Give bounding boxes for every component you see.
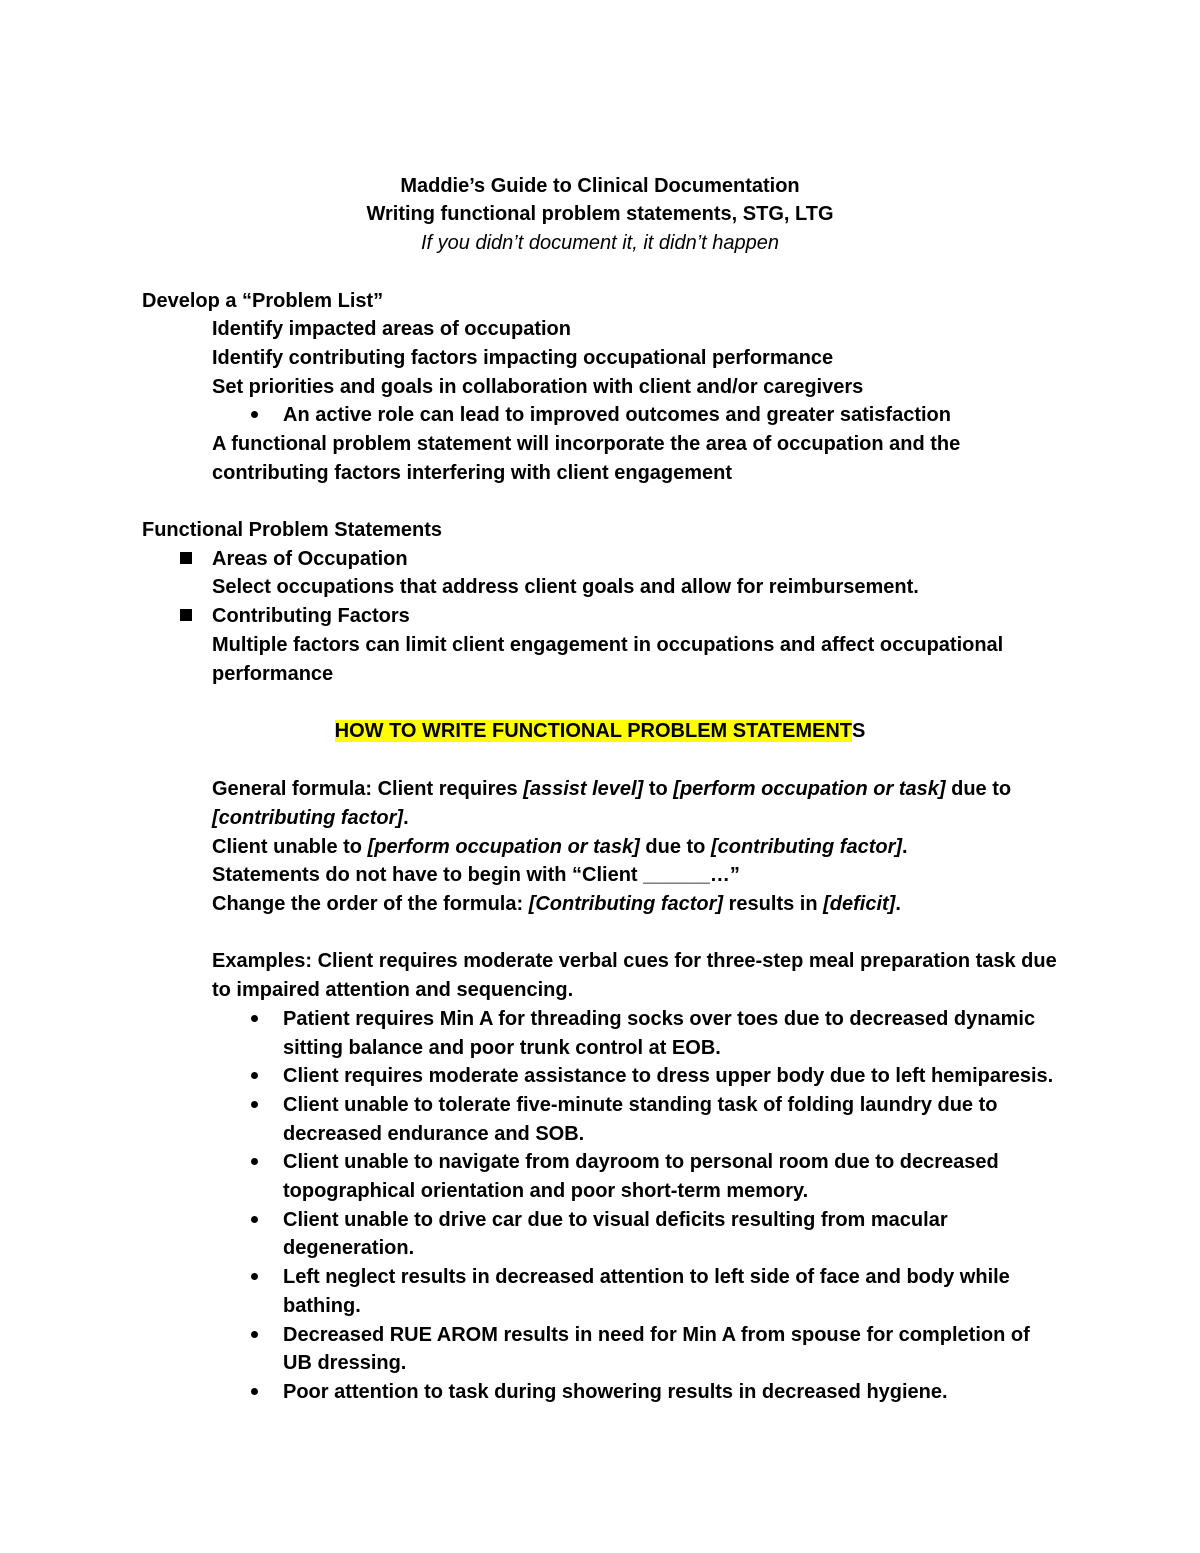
square-bullet-icon <box>180 552 192 564</box>
fps-item-continued: performance <box>212 663 334 685</box>
problem-list-item-continued: contributing factors interfering with client engagement <box>212 462 733 484</box>
example-item: Patient requires Min A for threading socks over toes due to decreased dynamic <box>283 1008 1036 1030</box>
example-item-continued: topographical orientation and poor short-term memory. <box>283 1180 809 1202</box>
howto-heading <box>0 717 1200 746</box>
square-bullet-icon <box>180 609 192 621</box>
example-item: Client requires moderate assistance to dress upper body due to left hemiparesis. <box>283 1065 1054 1087</box>
example-item-continued: degeneration. <box>283 1237 415 1259</box>
problem-list-item: Set priorities and goals in collaboration with client and/or caregivers <box>212 376 864 398</box>
bullet-dot-icon <box>251 1331 258 1338</box>
example-item-continued: bathing. <box>283 1295 361 1317</box>
howto-heading-tail: S <box>852 720 866 742</box>
example-item-continued: sitting balance and poor trunk control at EOB. <box>283 1037 721 1059</box>
bullet-dot-icon <box>251 1015 258 1022</box>
problem-list-item: Identify impacted areas of occupation <box>212 318 571 340</box>
bullet-dot-icon <box>251 1273 258 1280</box>
fps-item: Select occupations that address client goals and allow for reimbursement. <box>212 576 919 598</box>
formula-unable: Client unable to [perform occupation or task] due to [contributing factor]. <box>212 836 908 858</box>
fps-item: Contributing Factors <box>212 605 410 627</box>
bullet-dot-icon <box>251 1101 258 1108</box>
example-item-continued: UB dressing. <box>283 1352 407 1374</box>
example-item: Client unable to tolerate five-minute standing task of folding laundry due to <box>283 1094 998 1116</box>
example-item-continued: decreased endurance and SOB. <box>283 1123 585 1145</box>
examples-intro-continued: to impaired attention and sequencing. <box>212 979 574 1001</box>
example-item: Decreased RUE AROM results in need for Min A from spouse for completion of <box>283 1324 1030 1346</box>
document-tagline: If you didn’t document it, it didn’t happen <box>420 232 779 254</box>
formula-order: Change the order of the formula: [Contributing factor] results in [deficit]. <box>212 893 901 915</box>
fps-heading: Functional Problem Statements <box>142 519 443 541</box>
example-item: Client unable to drive car due to visual deficits resulting from macular <box>283 1209 948 1231</box>
document-title: Maddie’s Guide to Clinical Documentation <box>400 175 800 197</box>
howto-heading-highlight: HOW TO WRITE FUNCTIONAL PROBLEM STATEMENT <box>334 720 853 742</box>
problem-list-item: Identify contributing factors impacting occupational performance <box>212 347 834 369</box>
bullet-dot-icon <box>251 1072 258 1079</box>
example-item: Left neglect results in decreased attention to left side of face and body while <box>283 1266 1010 1288</box>
examples-intro: Examples: Client requires moderate verbal cues for three-step meal preparation task due <box>212 950 1057 972</box>
formula-general: General formula: Client requires [assist level] to [perform occupation or task] due to <box>212 778 1012 800</box>
formula-begin: Statements do not have to begin with “Client ______…” <box>212 864 740 886</box>
example-item: Client unable to navigate from dayroom to personal room due to decreased <box>283 1151 999 1173</box>
bullet-dot-icon <box>251 1216 258 1223</box>
document-subtitle: Writing functional problem statements, STG, LTG <box>366 203 834 225</box>
example-item: Poor attention to task during showering results in decreased hygiene. <box>283 1381 948 1403</box>
problem-list-heading: Develop a “Problem List” <box>142 290 384 312</box>
problem-list-subitem: An active role can lead to improved outcomes and greater satisfaction <box>283 404 951 426</box>
fps-item: Areas of Occupation <box>212 548 408 570</box>
bullet-dot-icon <box>251 1388 258 1395</box>
bullet-dot-icon <box>251 411 258 418</box>
problem-list-item: A functional problem statement will incorporate the area of occupation and the <box>212 433 961 455</box>
bullet-dot-icon <box>251 1158 258 1165</box>
fps-item: Multiple factors can limit client engagement in occupations and affect occupational <box>212 634 1004 656</box>
formula-general-continued: [contributing factor]. <box>212 807 409 829</box>
